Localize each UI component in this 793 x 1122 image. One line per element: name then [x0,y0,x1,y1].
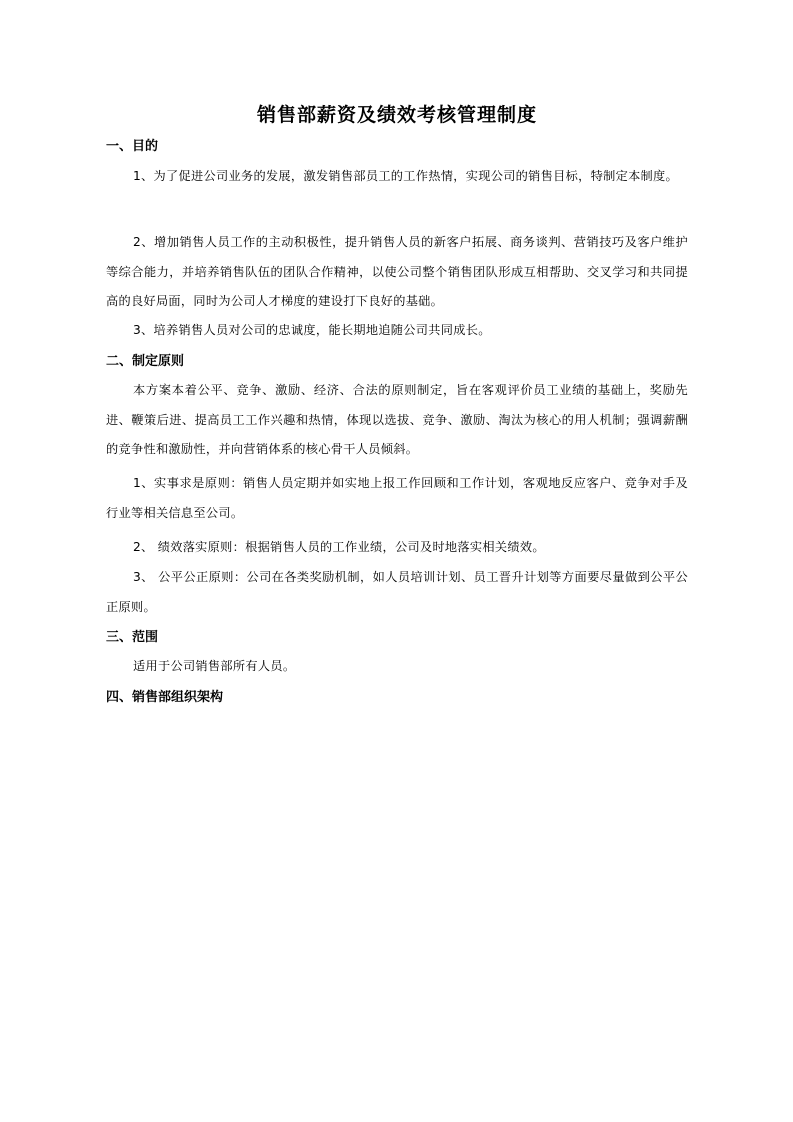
paragraph: 1、为了促进公司业务的发展，激发销售部员工的工作热情，实现公司的销售目标，特制定本制度。 [133,169,679,183]
paragraph: 2、增加销售人员工作的主动积极性，提升销售人员的新客户拓展、商务谈判、营销技巧及客户维护等综合能力，并培养销售队伍的团队合作精神，以使公司整个销售团队形成互相帮助、交叉学习和共同提高的良好局面，同时为公司人才梯度的建设打下良好的基础。 [106,235,688,308]
paragraph: 3、培养销售人员对公司的忠诚度，能长期地追随公司共同成长。 [133,323,491,337]
section-heading-scope: 三、范围 [106,630,159,645]
section-heading-purpose: 一、目的 [106,139,159,154]
paragraph: 3、 公平公正原则：公司在各类奖励机制，如人员培训计划、员工晋升计划等方面要尽量做到公平公正原则。 [106,570,688,614]
paragraph: 1、实事求是原则：销售人员定期并如实地上报工作回顾和工作计划，客观地反应客户、竞争对手及行业等相关信息至公司。 [106,476,688,520]
section-heading-org-structure: 四、销售部组织架构 [106,690,224,705]
paragraph: 本方案本着公平、竞争、激励、经济、合法的原则制定，旨在客观评价员工业绩的基础上，奖励先进、鞭策后进、提高员工工作兴趣和热情，体现以选拔、竞争、激励、淘汰为核心的用人机制；强调薪酬的竞争性和激励性，并向营销体系的核心骨干人员倾斜。 [106,383,688,456]
paragraph: 2、 绩效落实原则：根据销售人员的工作业绩，公司及时地落实相关绩效。 [133,540,545,554]
section-heading-principles: 二、制定原则 [106,354,185,369]
paragraph: 适用于公司销售部所有人员。 [133,659,296,673]
document-title: 销售部薪资及绩效考核管理制度 [256,104,537,126]
